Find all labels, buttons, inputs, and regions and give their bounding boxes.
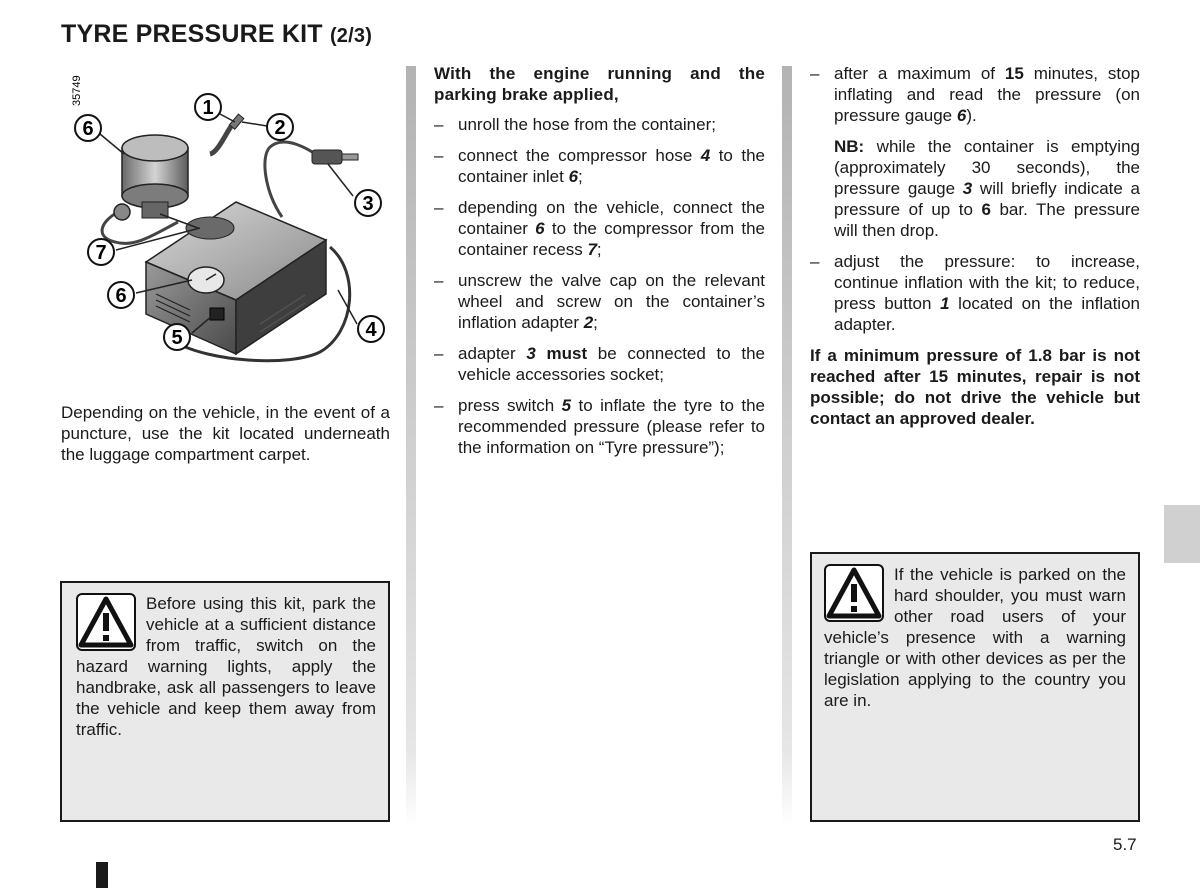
text-run: ).: [966, 106, 977, 125]
text-run: to the compressor from the container recess: [458, 219, 765, 259]
emphasis-text: 15: [1004, 64, 1024, 83]
reference-number: 4: [700, 146, 711, 165]
text-run: be connected to the vehicle accessories socket;: [458, 344, 765, 384]
figure-reference-code: 35749: [71, 75, 83, 106]
text-run: after a maximum of: [834, 64, 1005, 83]
text-run: ;: [596, 240, 602, 259]
page-title: [61, 20, 372, 49]
emphasis-text: 6: [981, 200, 991, 219]
text-run: to inflate the tyre to the recommended pressure (please refer to the information on “Tyre pressure”);: [458, 396, 765, 457]
procedure-step: [434, 197, 765, 260]
page-title-part: (2/3): [329, 25, 373, 47]
warning-triangle-icon: [824, 564, 884, 622]
callout-label: 4: [365, 319, 377, 341]
callout-3: [355, 190, 381, 216]
callout-6-gauge: [108, 282, 134, 308]
procedure-step: [434, 343, 765, 385]
socket-plug-tip: [342, 154, 358, 160]
text-run: depending on the vehicle, connect the container: [458, 198, 765, 238]
warning-text-right: If the vehicle is parked on the hard shoulder, you must warn other road users of your vehicle’s presence with a warning triangle or with other devices as per the legislation applying to the country you are in.: [824, 565, 1126, 710]
socket-plug-shape: [312, 150, 342, 164]
inflation-adapter-shape: [229, 114, 243, 129]
page-number: 5.7: [1113, 835, 1137, 854]
container-inlet-shape: [114, 204, 130, 220]
text-run: unroll the hose from the container;: [458, 115, 716, 134]
reference-number: 1: [940, 294, 950, 313]
text-run: located on the inflation adapter.: [834, 294, 1140, 334]
reference-number: 3: [962, 179, 973, 198]
reference-number: 2: [583, 313, 594, 332]
callout-label: 7: [95, 242, 107, 264]
intro-paragraph: Depending on the vehicle, in the event of a puncture, use the kit located underneath the luggage compartment carpet.: [61, 403, 390, 464]
reference-number: 5: [561, 396, 572, 415]
callout-label: 5: [171, 327, 183, 349]
callout-2: [267, 114, 293, 140]
text-run: bar. The pressure will then drop.: [834, 200, 1140, 240]
text-run: minutes, stop inflating and read the pressure (on pressure gauge: [834, 64, 1140, 125]
procedure-step: [434, 114, 765, 135]
step-adjust-pressure: [810, 251, 1140, 335]
right-column: [810, 63, 1140, 429]
page-title-text: TYRE PRESSURE KIT: [61, 20, 323, 48]
procedure-step: [434, 270, 765, 333]
reference-number: 6: [956, 106, 967, 125]
callout-6-container: [75, 115, 101, 141]
minimum-pressure-note: If a minimum pressure of 1.8 bar is not reached after 15 minutes, repair is not possible; do not drive the vehicle but contact an approved dealer.: [810, 346, 1140, 428]
text-run: unscrew the valve cap on the relevant wheel and screw on the container’s inflation adapter: [458, 271, 765, 332]
middle-column: [434, 63, 765, 468]
callout-1: [195, 94, 221, 120]
column-separator-right: [782, 66, 792, 826]
warning-box-right: [810, 552, 1140, 822]
column-separator-left: [406, 66, 416, 826]
procedure-heading: With the engine running and the parking brake applied,: [434, 64, 765, 104]
callout-label: 3: [362, 193, 374, 215]
text-run: adapter: [458, 344, 527, 363]
callout-label: 6: [115, 285, 127, 307]
warning-triangle-icon: [76, 593, 136, 651]
text-run: will briefly indicate a pressure of up to: [834, 179, 1140, 219]
callout-7: [88, 239, 114, 265]
section-side-tab: [1164, 505, 1200, 563]
leader-line: [220, 114, 235, 122]
text-run: to the container inlet: [458, 146, 766, 186]
callout-label: 1: [202, 97, 214, 119]
reference-number: 6: [535, 219, 545, 238]
leader-line: [338, 290, 357, 324]
text-run: while the container is emptying (approximately 30 seconds), the pressure gauge: [834, 137, 1140, 198]
nb-note: [810, 136, 1140, 241]
procedure-steps-list: [434, 114, 765, 458]
sealant-container-lid: [122, 135, 188, 161]
tyre-kit-illustration: [60, 62, 405, 382]
callout-label: 6: [82, 118, 94, 140]
callout-4: [358, 316, 384, 342]
callout-5: [164, 324, 190, 350]
text-run: ;: [578, 167, 583, 186]
text-run: press switch: [458, 396, 562, 415]
procedure-step: [434, 395, 765, 458]
reference-number: 6: [568, 167, 579, 186]
step-stop-inflating: [810, 63, 1140, 126]
warning-text-left: Before using this kit, park the vehicle at a sufficient distance from traffic, switch on the hazard warning lights, apply the handbrake, ask all passengers to leave the vehicle and keep them away from traffic.: [76, 594, 376, 739]
leader-line: [242, 122, 267, 126]
reference-number: 3: [526, 344, 536, 363]
text-run: ;: [593, 313, 598, 332]
compressor-switch-shape: [210, 308, 224, 320]
page-edge-mark: [96, 862, 108, 888]
text-run: connect the compressor hose: [458, 146, 701, 165]
leader-line: [100, 134, 124, 154]
callout-label: 2: [274, 117, 286, 139]
leader-line: [328, 164, 353, 196]
text-run: adjust the pressure: to increase, continue inflation with the kit; to reduce, press button: [834, 252, 1140, 313]
warning-box-left: [60, 581, 390, 822]
container-recess-shape: [186, 217, 234, 239]
procedure-step: [434, 145, 765, 187]
emphasis-text: must: [535, 344, 588, 363]
reference-number: 7: [587, 240, 597, 259]
nb-text: [834, 137, 1140, 240]
nb-label: NB:: [834, 137, 865, 156]
